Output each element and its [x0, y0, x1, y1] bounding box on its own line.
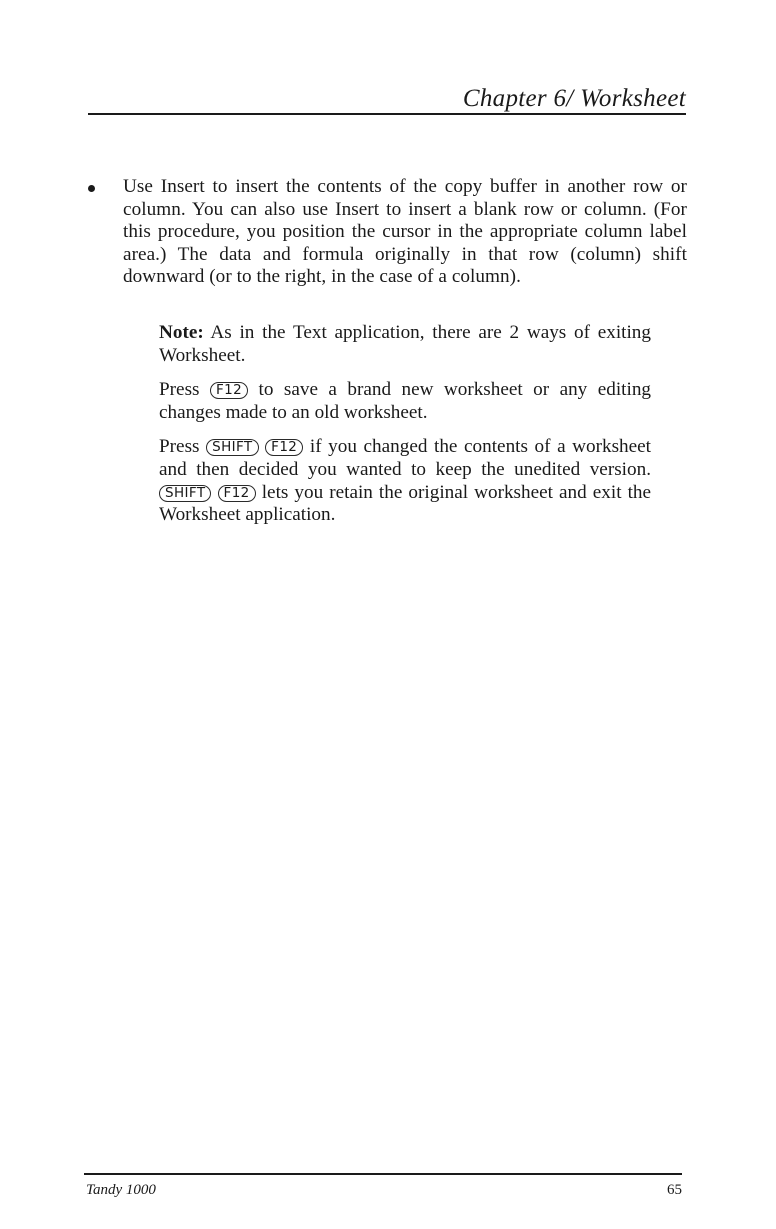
- note-paragraph: [159, 322, 651, 367]
- save-instruction-paragraph: [159, 379, 651, 424]
- bullet-text: Use Insert to insert the contents of the copy buffer in another row or column. You can also use Insert to insert a blank row or column. (For this procedure, you position the cursor in the appropriate column label area.) The data and formula originally in that row (column) shift downward (or to the right, in the case of a column).: [123, 176, 687, 288]
- bullet-dot-icon: [88, 185, 95, 192]
- f12-key-icon: F12: [265, 439, 303, 456]
- exit-instruction-text: if you changed the contents of a worksheet and then decided you wanted to keep the unedited version.: [159, 436, 652, 480]
- exit-instruction-paragraph: [159, 436, 651, 526]
- note-label: Note:: [159, 322, 204, 343]
- shift-key-icon: SHIFT: [159, 485, 211, 502]
- f12-key-icon: F12: [218, 485, 256, 502]
- exit-instruction-tail-text: lets you retain the original worksheet and exit the Worksheet application.: [159, 481, 652, 526]
- press-text: Press: [159, 436, 207, 458]
- header-rule: [88, 113, 686, 115]
- footer-rule: [84, 1173, 682, 1175]
- note-intro-text: As in the Text application, there are 2 ways of exiting Worksheet.: [159, 322, 651, 366]
- save-instruction-text: to save a brand new worksheet or any editing changes made to an old worksheet.: [159, 379, 652, 423]
- note-block: [159, 322, 651, 539]
- f12-key-icon: F12: [210, 382, 248, 399]
- footer-book-title: Tandy 1000: [86, 1182, 156, 1198]
- bullet-item: [88, 176, 688, 289]
- press-text: Press: [159, 379, 210, 401]
- page-number: 65: [667, 1182, 682, 1198]
- page-header-title: Chapter 6/ Worksheet: [462, 85, 686, 112]
- shift-key-icon: SHIFT: [206, 439, 258, 456]
